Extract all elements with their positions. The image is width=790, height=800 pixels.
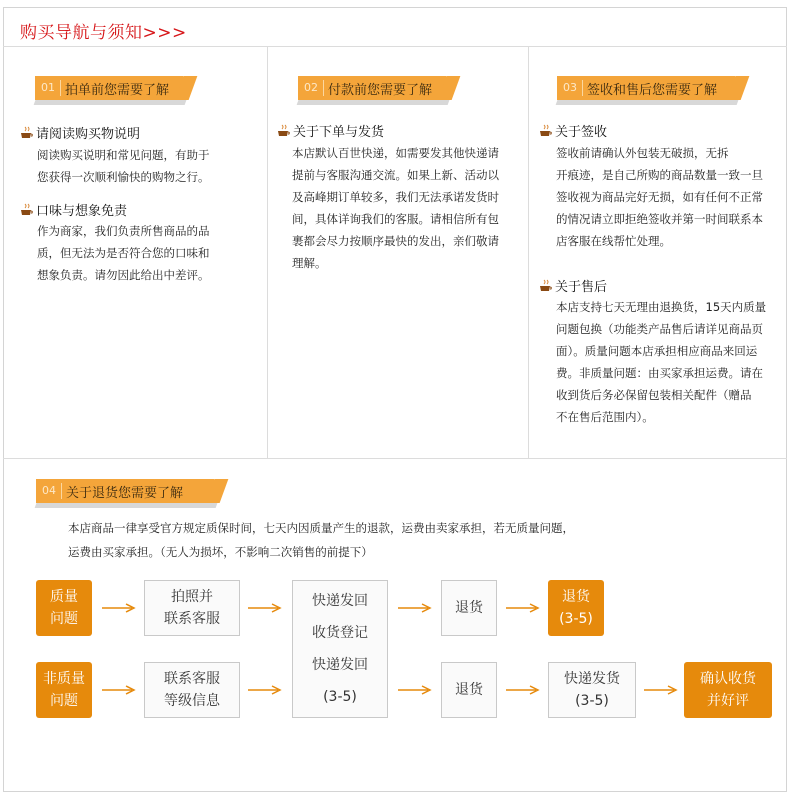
arrow-right-icon xyxy=(506,603,540,613)
section-badge-04: 04 关于退货您需要了解 xyxy=(36,479,214,503)
arrow-right-icon xyxy=(102,603,136,613)
section-badge-03: 03 签收和售后您需要了解 xyxy=(557,76,735,100)
page-title: 购买导航与须知>>> xyxy=(20,23,187,43)
arrow-right-icon xyxy=(644,685,678,695)
paragraph-signing: 签收前请确认外包装无破损，无拆 开痕迹，是自己所购的商品数量一致一旦 签收视为商品完好无损，如有任何不正常 的情况请立即拒绝签收并第一时间联系本 店客服在线帮忙处理。 xyxy=(556,146,763,248)
arrow-right-icon xyxy=(248,685,282,695)
column-divider-1 xyxy=(267,47,268,458)
subheading-taste-disclaimer: 口味与想象免责 xyxy=(20,200,127,219)
arrow-right-icon xyxy=(102,685,136,695)
flow-refund-end: 退货 (3-5) xyxy=(548,580,604,636)
column-divider-2 xyxy=(528,47,529,458)
section-divider xyxy=(3,458,787,459)
flow-photo-contact: 拍照并 联系客服 xyxy=(144,580,240,636)
flow-ship-back-register: 快递发回 收货登记 快递发回 (3-5) xyxy=(292,580,388,718)
flow-return-2: 退货 xyxy=(441,662,497,718)
subheading-signing: 关于签收 xyxy=(539,121,607,140)
paragraph-returns: 本店商品一律享受官方规定质保时间，七天内因质量产生的退款，运费由卖家承担，若无质量问题， 运费由买家承担。（无人为损坏，不影响二次销售的前提下） xyxy=(68,521,574,559)
cup-icon xyxy=(20,203,34,217)
subheading-order-shipping: 关于下单与发货 xyxy=(277,121,384,140)
flow-quality-issue: 质量 问题 xyxy=(36,580,92,636)
paragraph-read-instructions: 阅读购买说明和常见问题，有助于 您获得一次顺利愉快的购物之行。 xyxy=(37,148,210,184)
flow-return-1: 退货 xyxy=(441,580,497,636)
section-badge-01: 01 拍单前您需要了解 xyxy=(35,76,183,100)
flow-non-quality-issue: 非质量 问题 xyxy=(36,662,92,718)
paragraph-taste-disclaimer: 作为商家，我们负责所售商品的品 质，但无法为是否符合您的口味和 想象负责。请勿因此给出中差评。 xyxy=(37,224,210,282)
cup-icon xyxy=(20,126,34,140)
flow-confirm-review: 确认收货 并好评 xyxy=(684,662,772,718)
paragraph-order-shipping: 本店默认百世快递，如需要发其他快递请 提前与客服沟通交流。如果上新、活动以 及高峰期订单较多，我们无法承诺发货时 间，具体详询我们的客服。请相信所有包 裹都会尽力按顺序最快的发出，亲们敬请 理解。 xyxy=(292,146,499,270)
cup-icon xyxy=(539,279,553,293)
subheading-after-sales: 关于售后 xyxy=(539,276,607,295)
cup-icon xyxy=(539,124,553,138)
arrow-right-icon xyxy=(398,685,432,695)
title-divider xyxy=(3,46,787,47)
arrow-right-icon xyxy=(248,603,282,613)
flow-contact-register: 联系客服 等级信息 xyxy=(144,662,240,718)
subheading-read-instructions: 请阅读购买物说明 xyxy=(20,123,140,142)
section-badge-02: 02 付款前您需要了解 xyxy=(298,76,446,100)
cup-icon xyxy=(277,124,291,138)
arrow-right-icon xyxy=(506,685,540,695)
paragraph-after-sales: 本店支持七天无理由退换货，15天内质量 问题包换（功能类产品售后请详见商品页 面）。质量问题本店承担相应商品来回运 费。非质量问题：由买家承担运费。请在 收到货后务必保留包装相关配件（赠品 不在售后范围内）。 xyxy=(556,300,767,424)
arrow-right-icon xyxy=(398,603,432,613)
flow-ship-out: 快递发货 (3-5) xyxy=(548,662,636,718)
